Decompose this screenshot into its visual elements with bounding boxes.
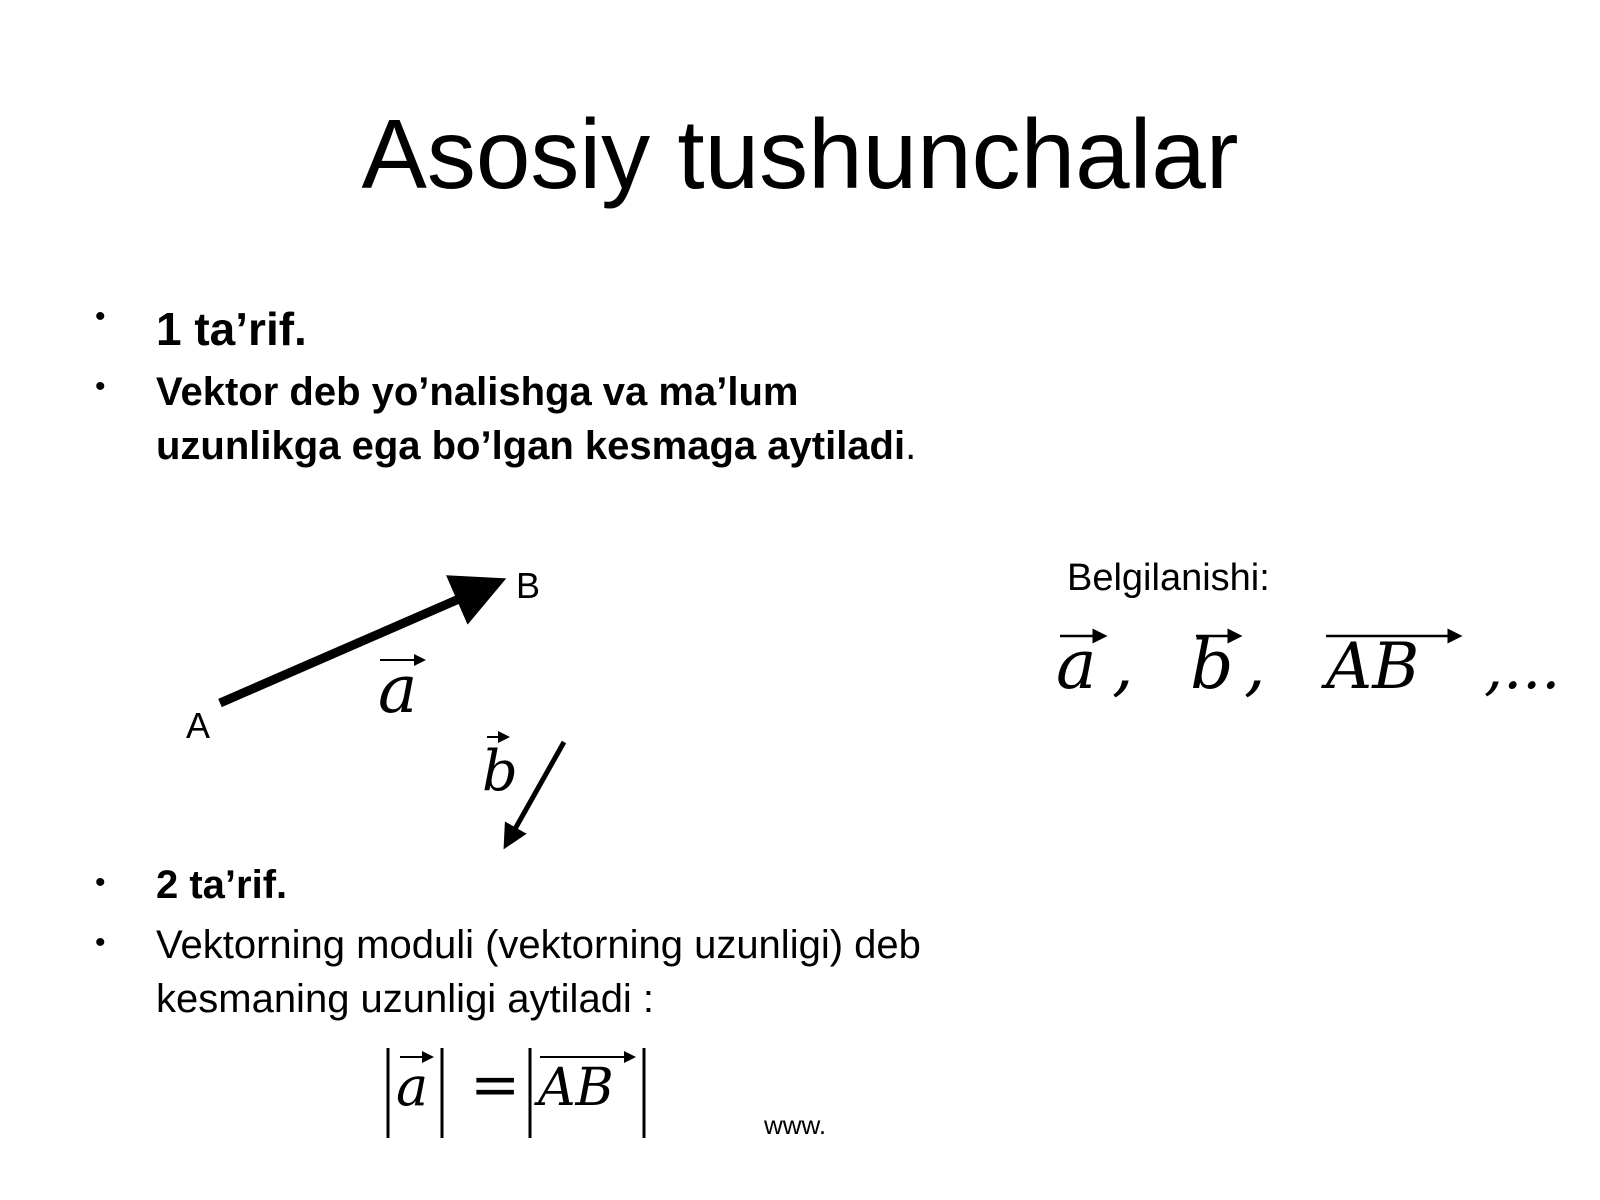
slide-title: Asosiy tushunchalar — [361, 99, 1239, 209]
definition-2-text — [156, 918, 921, 1026]
formula-a-symbol: a — [396, 1055, 429, 1118]
vector-a-symbol: a — [378, 651, 418, 728]
definition-1-line-1: Vektor deb yo’nalishga va ma’lum — [156, 370, 799, 414]
vector-b-symbol: b — [482, 739, 518, 804]
definition-2-line-2: kesmaning uzunligi aytiladi : — [156, 977, 655, 1021]
formula-equals: = — [470, 1050, 521, 1120]
footer-text: www. — [764, 1110, 827, 1140]
bullet-icon: • — [95, 866, 106, 899]
point-b-label: B — [516, 565, 541, 606]
definition-1-period: . — [905, 424, 917, 468]
notation-comma-1: , — [1112, 626, 1134, 705]
bullet-icon: • — [95, 300, 106, 333]
definition-2-heading: 2 ta’rif. — [156, 863, 288, 907]
bullet-icon: • — [95, 926, 106, 959]
vector-ab-arrow — [220, 582, 498, 703]
definition-1-line-2: uzunlikga ega bo’lgan kesmaga aytiladi — [156, 424, 906, 468]
formula-ab-symbol: AB — [538, 1058, 614, 1118]
point-a-label: A — [186, 705, 211, 746]
definition-1-heading: 1 ta’rif. — [156, 303, 307, 355]
notation-label: Belgilanishi: — [1067, 557, 1270, 599]
notation-comma-2: , — [1244, 626, 1266, 705]
bullet-icon: • — [95, 370, 106, 403]
notation-ab-symbol: AB — [1326, 630, 1420, 704]
definition-2-line-1: Vektorning moduli (vektorning uzunligi) deb — [156, 923, 921, 967]
notation-ellipsis: ,... — [1484, 633, 1561, 703]
notation-b-symbol: b — [1190, 626, 1234, 705]
notation-a-symbol: a — [1056, 626, 1097, 705]
